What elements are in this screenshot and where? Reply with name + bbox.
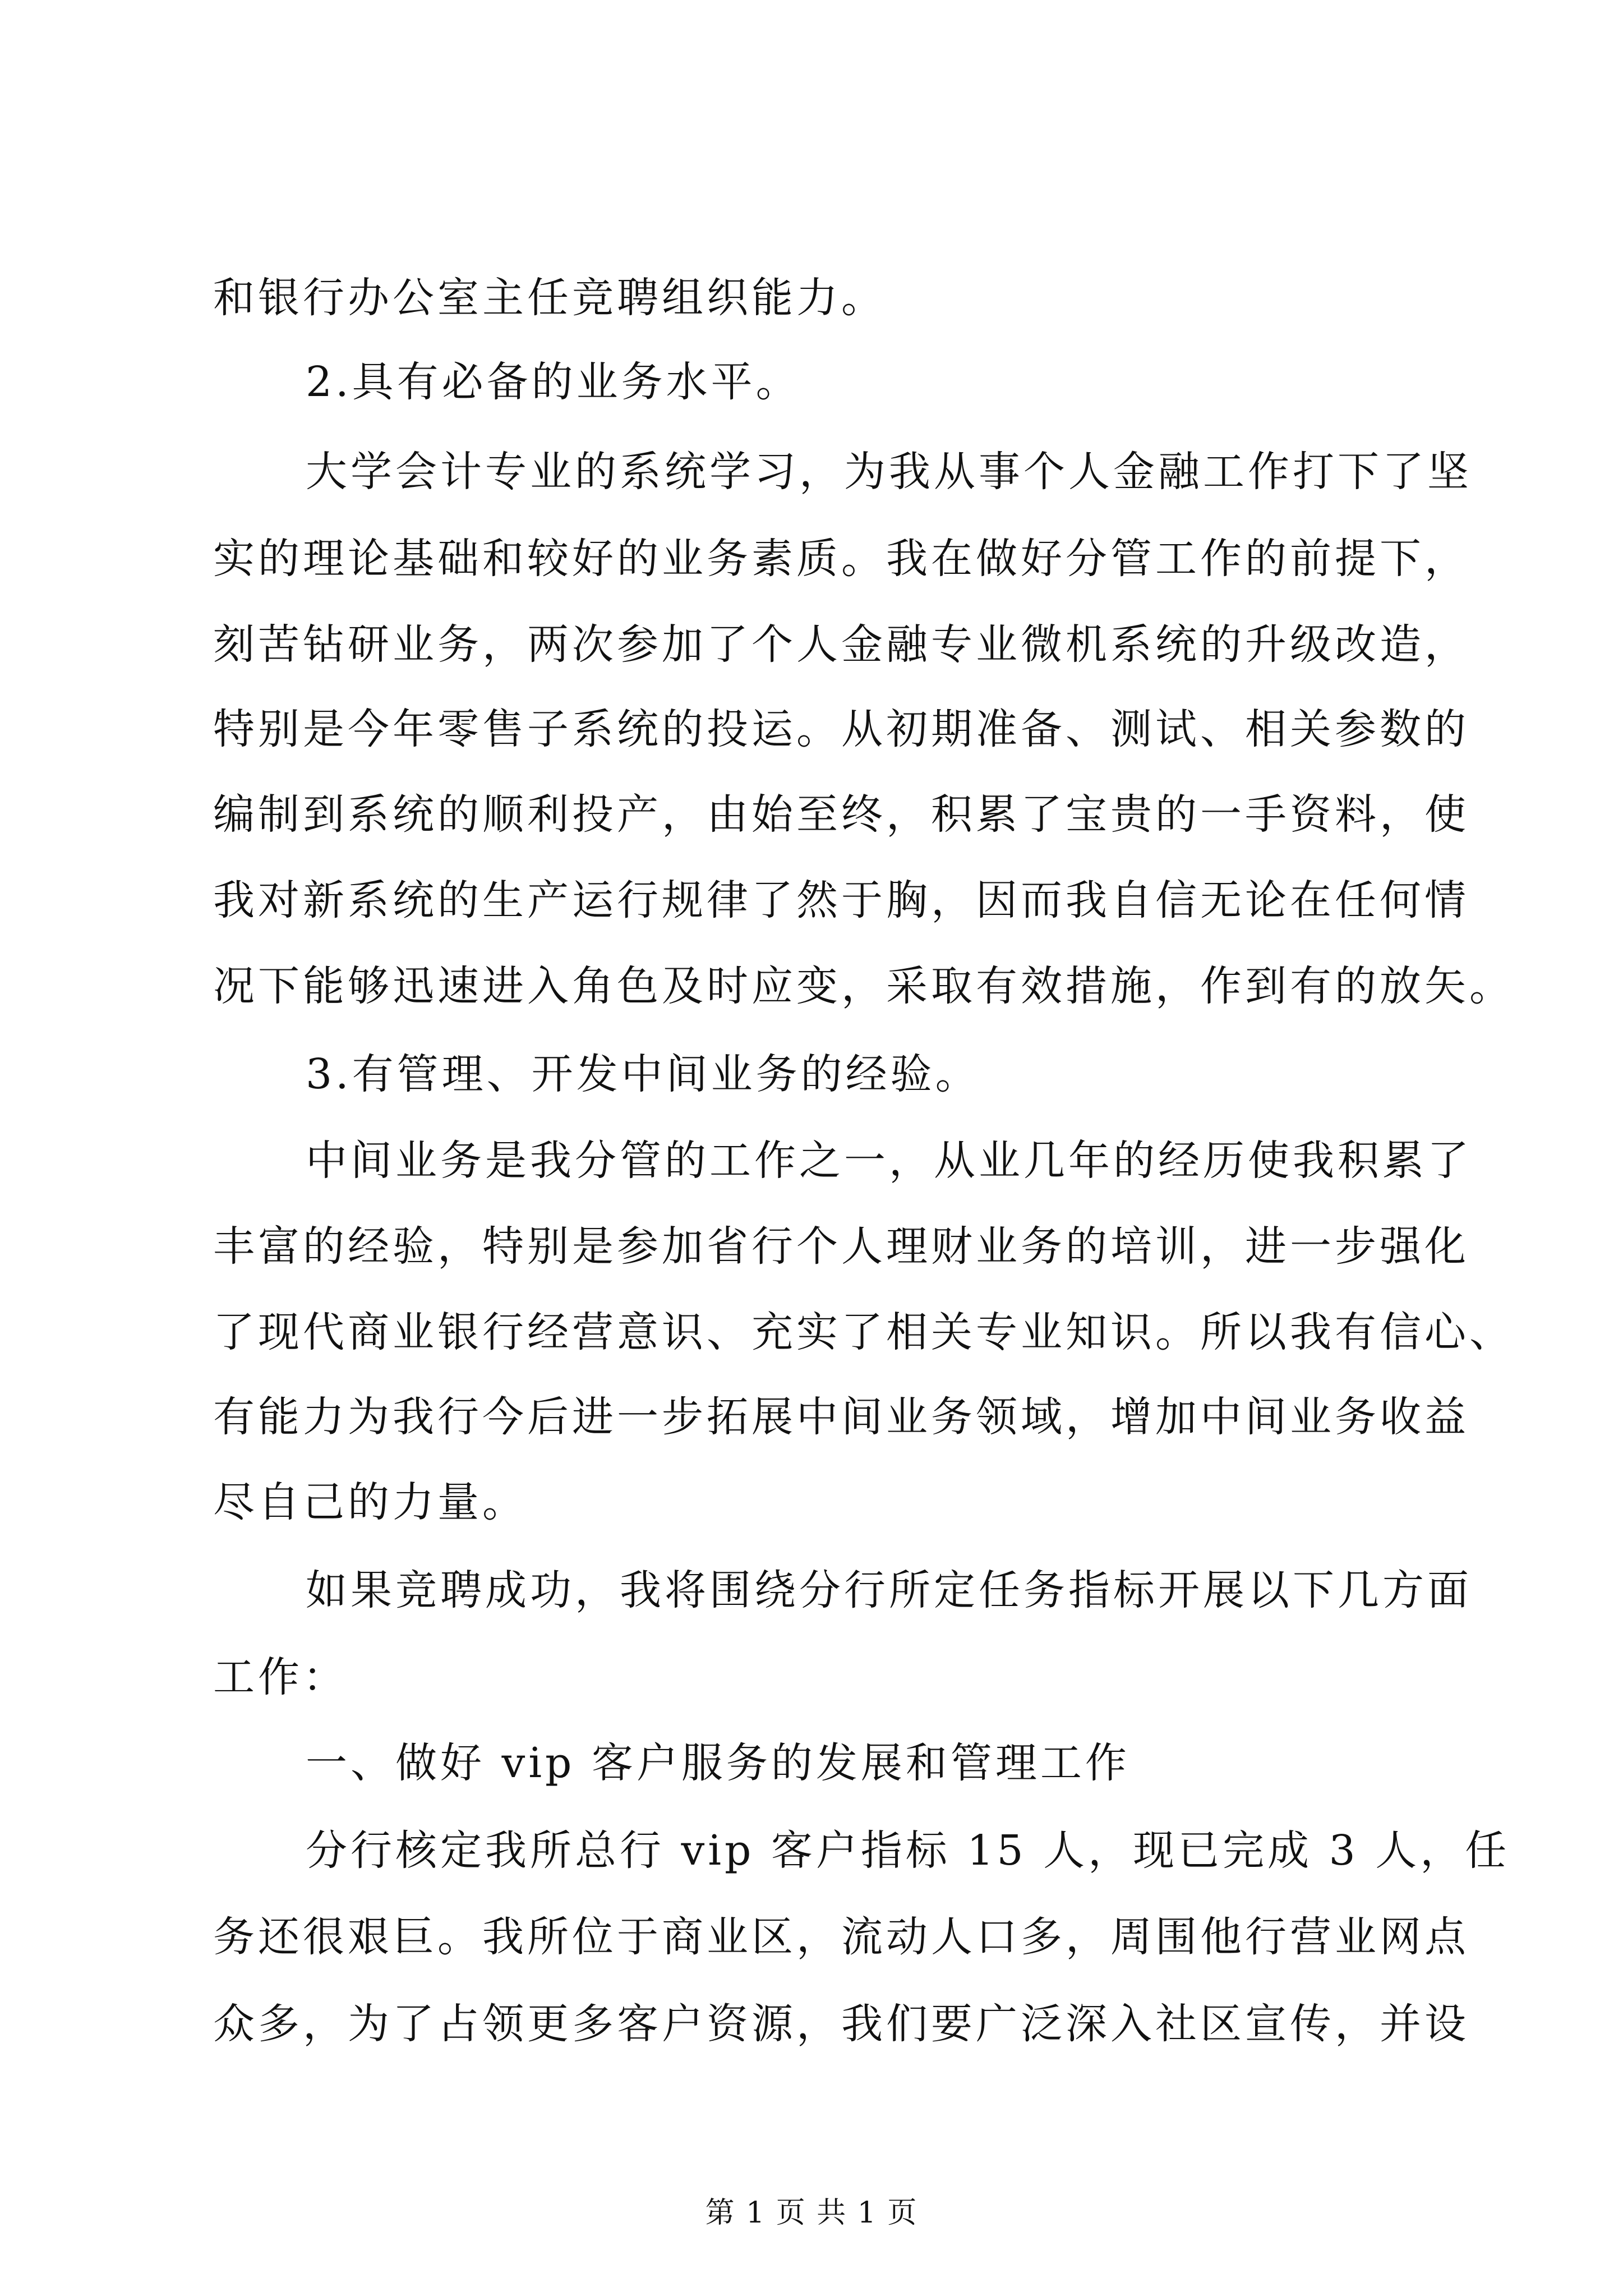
paragraph-line: 如果竞聘成功，我将围绕分行所定任务指标开展以下几方面	[306, 1566, 1472, 1614]
paragraph-line: 了现代商业银行经营意识、充实了相关专业知识。所以我有信心、	[213, 1308, 1514, 1356]
section-heading: 3.有管理、开发中间业务的经验。	[306, 1050, 980, 1098]
paragraph-line: 有能力为我行今后进一步拓展中间业务领域，增加中间业务收益	[213, 1393, 1469, 1441]
paragraph-line: 编制到系统的顺利投产，由始至终，积累了宝贵的一手资料，使	[213, 790, 1469, 839]
paragraph-line: 中间业务是我分管的工作之一，从业几年的经历使我积累了	[306, 1137, 1472, 1185]
text-line: 和银行办公室主任竞聘组织能力。	[213, 274, 886, 322]
paragraph-line: 我对新系统的生产运行规律了然于胸，因而我自信无论在任何情	[213, 876, 1469, 924]
paragraph-line: 工作：	[213, 1653, 348, 1701]
paragraph-line: 务还很艰巨。我所位于商业区，流动人口多，周围他行营业网点	[213, 1913, 1469, 1961]
paragraph-line: 尽自己的力量。	[213, 1478, 527, 1526]
paragraph-line: 特别是今年零售子系统的投运。从初期准备、测试、相关参数的	[213, 705, 1469, 753]
paragraph-line: 况下能够迅速进入角色及时应变，采取有效措施，作到有的放矢。	[213, 962, 1514, 1010]
paragraph-line: 刻苦钻研业务，两次参加了个人金融专业微机系统的升级改造，	[213, 620, 1469, 669]
paragraph-line: 实的理论基础和较好的业务素质。我在做好分管工作的前提下，	[213, 535, 1469, 583]
paragraph-line: 丰富的经验，特别是参加省行个人理财业务的培训，进一步强化	[213, 1222, 1469, 1271]
section-heading: 一、做好 vip 客户服务的发展和管理工作	[306, 1739, 1130, 1787]
section-heading: 2.具有必备的业务水平。	[306, 358, 801, 406]
paragraph-line: 分行核定我所总行 vip 客户指标 15 人，现已完成 3 人，任	[306, 1826, 1510, 1875]
page-footer: 第 1 页 共 1 页	[705, 2196, 918, 2230]
paragraph-line: 大学会计专业的系统学习，为我从事个人金融工作打下了坚	[306, 448, 1472, 496]
paragraph-line: 众多，为了占领更多客户资源，我们要广泛深入社区宣传，并设	[213, 2000, 1469, 2048]
